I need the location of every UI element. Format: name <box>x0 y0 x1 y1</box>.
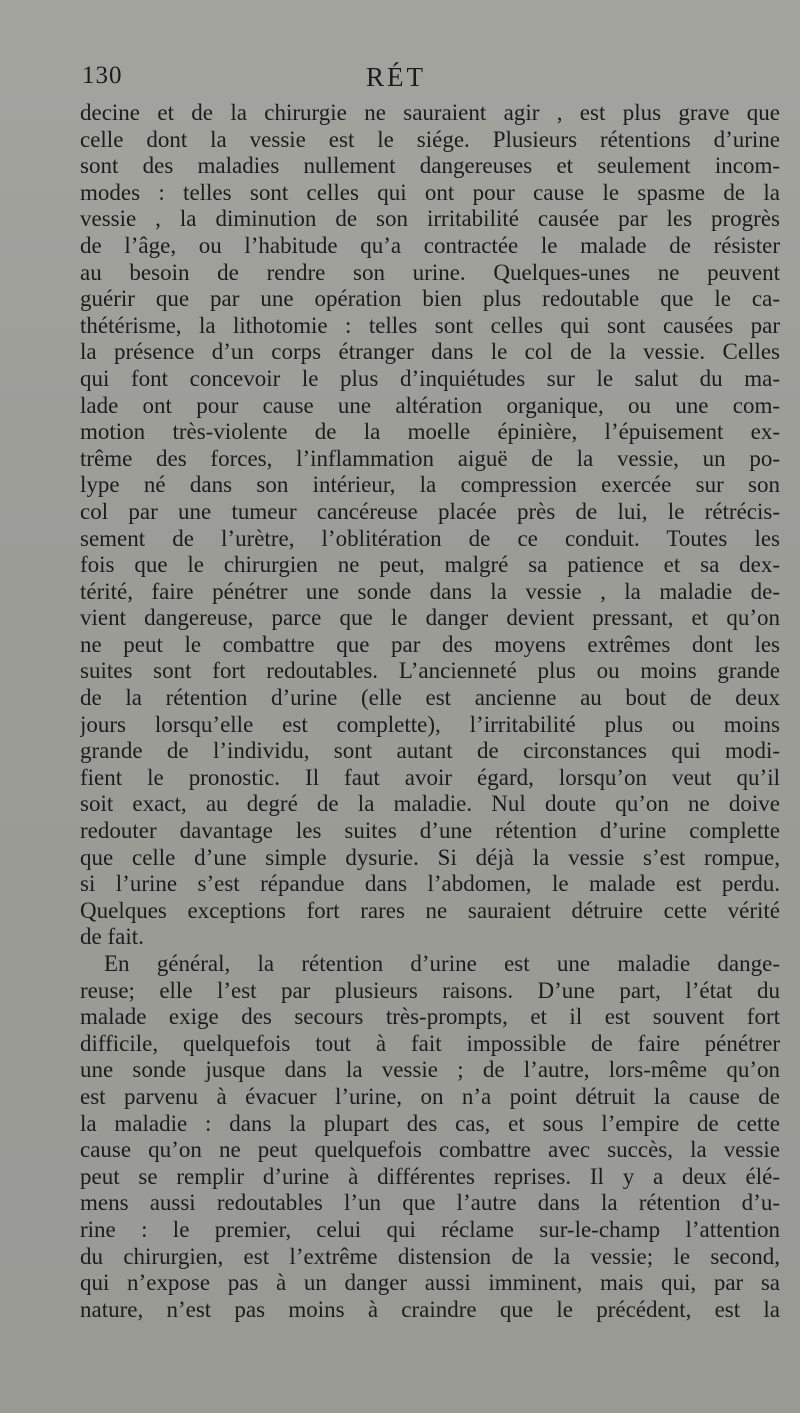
text-line: si l’urine s’est répandue dans l’abdomen, le malade est perdu. <box>80 871 780 897</box>
body-text <box>80 100 780 1323</box>
text-line: lype né dans son intérieur, la compression exercée sur son <box>80 472 780 498</box>
text-line: celle dont la vessie est le siége. Plusieurs rétentions d’urine <box>80 126 780 152</box>
text-line: sont des maladies nullement dangereuses et seulement incom- <box>80 153 780 179</box>
text-line: lade ont pour cause une altération organique, ou une com- <box>80 392 780 418</box>
page-header <box>82 62 782 96</box>
text-line: ne peut le combattre que par des moyens extrêmes dont les <box>80 631 780 657</box>
text-line: fois que le chirurgien ne peut, malgré sa patience et sa dex- <box>80 552 780 578</box>
text-line: du chirurgien, est l’extrême distension de la vessie; le second, <box>80 1243 780 1269</box>
text-line: suites sont fort redoutables. L’ancienneté plus ou moins grande <box>80 658 780 684</box>
text-line: la maladie : dans la plupart des cas, et sous l’empire de cette <box>80 1110 780 1136</box>
text-line: col par une tumeur cancéreuse placée près de lui, le rétrécis- <box>80 498 780 524</box>
text-line: au besoin de rendre son urine. Quelques-unes ne peuvent <box>80 259 780 285</box>
text-line: que celle d’une simple dysurie. Si déjà la vessie s’est rompue, <box>80 844 780 870</box>
text-line: de l’âge, ou l’habitude qu’a contractée le malade de résister <box>80 232 780 258</box>
text-line: thétérisme, la lithotomie : telles sont celles qui sont causées par <box>80 312 780 338</box>
text-line: difficile, quelquefois tout à fait impossible de faire pénétrer <box>80 1030 780 1056</box>
text-line: la présence d’un corps étranger dans le col de la vessie. Celles <box>80 339 780 365</box>
text-line: Quelques exceptions fort rares ne sauraient détruire cette vérité <box>80 897 780 923</box>
text-line: grande de l’individu, sont autant de circonstances qui modi- <box>80 738 780 764</box>
text-line: malade exige des secours très-prompts, et il est souvent fort <box>80 1004 780 1030</box>
paragraph-end-line: de fait. <box>80 924 144 950</box>
text-line: fient le pronostic. Il faut avoir égard, lorsqu’on veut qu’il <box>80 764 780 790</box>
text-line: jours lorsqu’elle est complette), l’irritabilité plus ou moins <box>80 711 780 737</box>
text-line: rine : le premier, celui qui réclame sur-le-champ l’attention <box>80 1216 780 1242</box>
text-line: peut se remplir d’urine à différentes reprises. Il y a deux élé- <box>80 1163 780 1189</box>
text-line: est parvenu à évacuer l’urine, on n’a point détruit la cause de <box>80 1083 780 1109</box>
text-line: soit exact, au degré de la maladie. Nul doute qu’on ne doive <box>80 791 780 817</box>
text-line: sement de l’urètre, l’oblitération de ce conduit. Toutes les <box>80 525 780 551</box>
text-line: decine et de la chirurgie ne sauraient agir , est plus grave que <box>80 100 780 125</box>
text-line: mens aussi redoutables l’un que l’autre dans la rétention d’u- <box>80 1190 780 1216</box>
paragraph-start-line: En général, la rétention d’urine est une maladie dange- <box>104 951 780 976</box>
text-line: une sonde jusque dans la vessie ; de l’autre, lors-même qu’on <box>80 1057 780 1083</box>
text-line: vessie , la diminution de son irritabilité causée par les progrès <box>80 206 780 232</box>
page-number: 130 <box>82 62 123 89</box>
text-line: de la rétention d’urine (elle est ancienne au bout de deux <box>80 685 780 711</box>
text-line: reuse; elle l’est par plusieurs raisons. D’une part, l’état du <box>80 977 780 1003</box>
text-line: motion très-violente de la moelle épinière, l’épuisement ex- <box>80 419 780 445</box>
text-line: nature, n’est pas moins à craindre que le précédent, est la <box>80 1296 780 1322</box>
running-head: RÉT <box>366 62 426 92</box>
text-line: vient dangereuse, parce que le danger devient pressant, et qu’on <box>80 605 780 631</box>
text-line: térité, faire pénétrer une sonde dans la vessie , la maladie de- <box>80 578 780 604</box>
text-line: modes : telles sont celles qui ont pour cause le spasme de la <box>80 179 780 205</box>
text-line: guérir que par une opération bien plus redoutable que le ca- <box>80 286 780 312</box>
text-line: cause qu’on ne peut quelquefois combattre avec succès, la vessie <box>80 1137 780 1163</box>
text-line: trême des forces, l’inflammation aiguë de la vessie, un po- <box>80 445 780 471</box>
text-line: qui font concevoir le plus d’inquiétudes sur le salut du ma- <box>80 365 780 391</box>
text-line: qui n’expose pas à un danger aussi imminent, mais qui, par sa <box>80 1270 780 1296</box>
text-line: redouter davantage les suites d’une rétention d’urine complette <box>80 818 780 844</box>
